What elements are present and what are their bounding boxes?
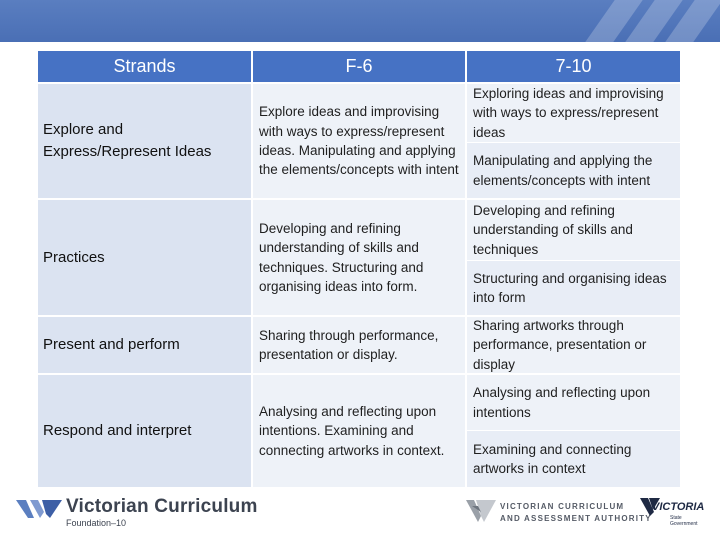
header-f6: F-6 [253,51,465,82]
cell-text: Structuring and organising ideas into form [473,270,667,305]
vcaa-line-1: VICTORIAN CURRICULUM [500,502,625,511]
strand-label: Explore and Express/Represent Ideas [43,121,212,160]
header-strands: Strands [38,51,251,82]
f6-respond [253,375,465,487]
f6-explore [253,84,465,198]
cell-text: Examining and connecting artworks in context [473,441,632,476]
vc-title: Victorian Curriculum [66,496,258,517]
victoria-subtext [670,515,698,527]
cell-text: Sharing through performance, presentation or display. [259,327,439,362]
strand-label: Respond and interpret [43,422,192,439]
strand-label: Present and perform [43,336,180,353]
vcaa-logo-icon [466,498,496,524]
710-practices-a [467,200,680,260]
710-explore-a [467,84,680,142]
cell-text: Analysing and reflecting upon intentions [473,385,651,420]
cell-text: Manipulating and applying the elements/concepts with intent [473,153,653,188]
f6-present [253,317,465,373]
strand-explore [38,84,251,198]
vcaa-line-2: AND ASSESSMENT AUTHORITY [500,514,652,523]
strand-respond [38,375,251,487]
710-respond-b [467,431,680,487]
header-7-10: 7-10 [467,51,680,82]
710-practices-b [467,261,680,315]
vic-sub-line-1: State [670,515,682,521]
710-present [467,317,680,373]
vic-sub-line-2: Government [670,521,698,527]
710-explore-b [467,143,680,198]
strand-label: Practices [43,248,105,266]
victoria-wordmark: VICTORIA [652,501,705,513]
cell-text: Explore ideas and improvising with ways to express/represent ideas. Manipulating and applying the elements/concepts with intent [259,104,459,178]
strand-practices [38,200,251,315]
cell-text: Developing and refining understanding of skills and techniques [473,202,633,257]
victorian-curriculum-logo-icon [16,496,62,522]
vcaa-wordmark [500,501,652,525]
cell-text: Sharing artworks through performance, presentation or display [473,317,647,372]
footer [0,488,720,540]
top-banner [0,0,720,42]
strand-present [38,317,251,373]
cell-text: Analysing and reflecting upon intentions. Examining and connecting artworks in context. [259,403,445,458]
cell-text: Exploring ideas and improvising with ways to express/represent ideas [473,85,664,140]
f6-practices [253,200,465,315]
vc-subtitle: Foundation–10 [66,518,127,528]
cell-text: Developing and refining understanding of skills and techniques. Structuring and organising ideas into form. [259,220,424,294]
710-respond-a [467,375,680,430]
